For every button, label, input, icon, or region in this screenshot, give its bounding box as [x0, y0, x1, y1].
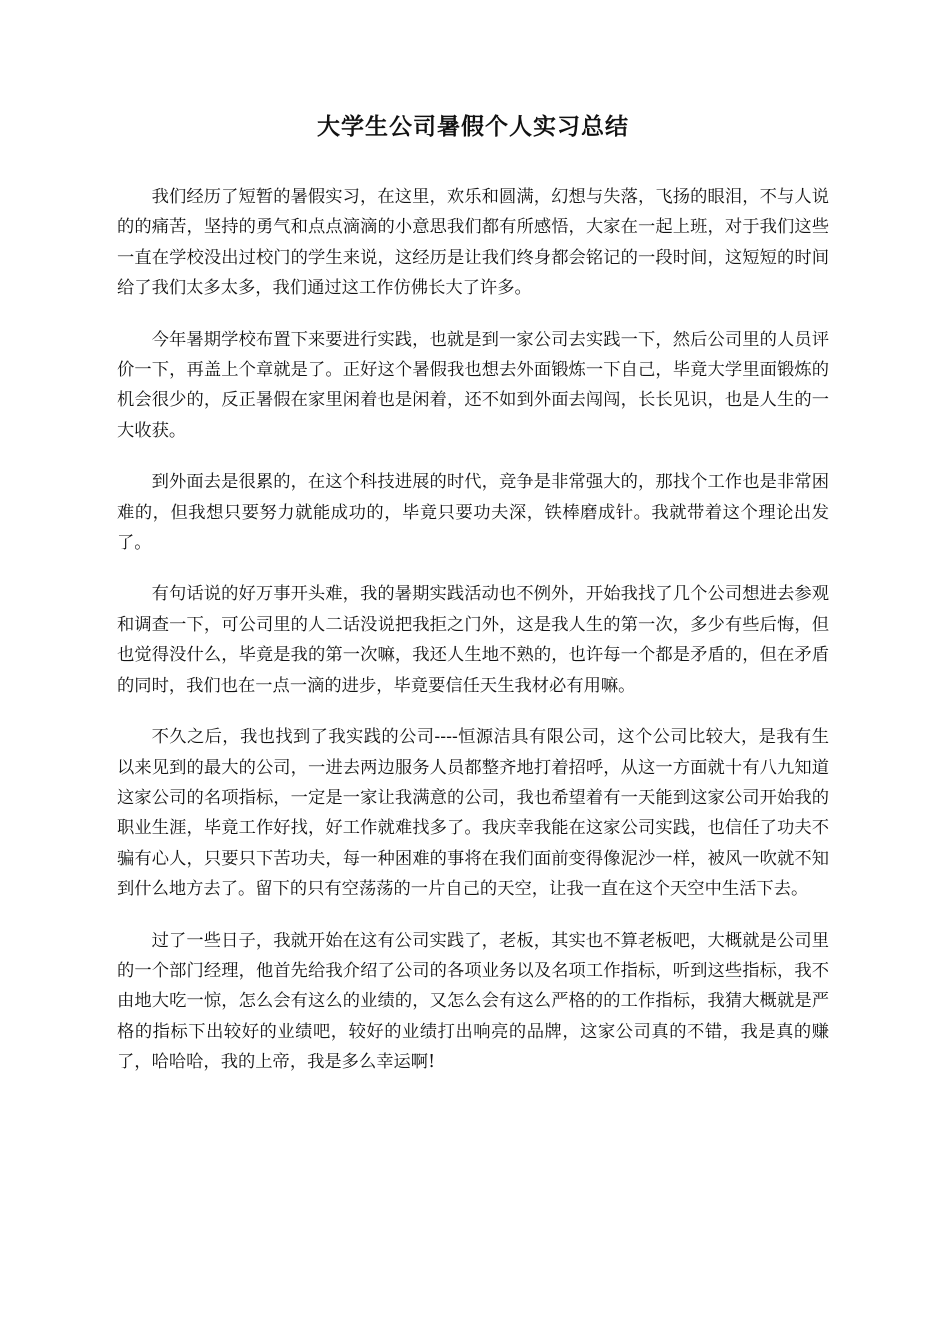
document-title: 大学生公司暑假个人实习总结	[317, 114, 629, 140]
paragraph: 过了一些日子，我就开始在这有公司实践了，老板，其实也不算老板吧，大概就是公司里的一个部门经理，他首先给我介绍了公司的各项业务以及名项工作指标，听到这些指标，我不由地大吃一惊，怎么会有这么的业绩的，又怎么会有这么严格的的工作指标，我猜大概就是严格的指标下出较好的业绩吧，较好的业绩打出响亮的品牌，这家公司真的不错，我是真的赚了，哈哈哈，我的上帝，我是多么幸运啊!	[117, 930, 829, 1073]
paragraph: 有句话说的好万事开头难，我的暑期实践活动也不例外，开始我找了几个公司想进去参观和调查一下，可公司里的人二话没说把我拒之门外，这是我人生的第一次，多少有些后悔，但也觉得没什么，毕竟是我的第一次嘛，我还人生地不熟的，也许每一个都是矛盾的，但在矛盾的同时，我们也在一点一滴的进步，毕竟要信任天生我材必有用嘛。	[117, 584, 829, 696]
document-page	[117, 110, 829, 1099]
paragraph: 今年暑期学校布置下来要进行实践，也就是到一家公司去实践一下，然后公司里的人员评价一下，再盖上个章就是了。正好这个暑假我也想去外面锻炼一下自己，毕竟大学里面锻炼的机会很少的，反正暑假在家里闲着也是闲着，还不如到外面去闯闯，长长见识，也是人生的一大收获。	[117, 329, 829, 441]
paragraph: 不久之后，我也找到了我实践的公司----恒源洁具有限公司，这个公司比较大，是我有生以来见到的最大的公司，一进去两边服务人员都整齐地打着招呼，从这一方面就十有八九知道这家公司的名项指标，一定是一家让我满意的公司，我也希望着有一天能到这家公司开始我的职业生涯，毕竟工作好找，好工作就难找多了。我庆幸我能在这家公司实践，也信任了功夫不骗有心人，只要只下苦功夫，每一种困难的事将在我们面前变得像泥沙一样，被风一吹就不知到什么地方去了。留下的只有空荡荡的一片自己的天空，让我一直在这个天空中生活下去。	[117, 727, 829, 900]
paragraph: 我们经历了短暂的暑假实习，在这里，欢乐和圆满，幻想与失落，飞扬的眼泪，不与人说的的痛苦，坚持的勇气和点点滴滴的小意思我们都有所感悟，大家在一起上班，对于我们这些一直在学校没出过校门的学生来说，这经历是让我们终身都会铭记的一段时间，这短短的时间给了我们太多太多，我们通过这工作仿佛长大了许多。	[117, 187, 829, 299]
paragraph: 到外面去是很累的，在这个科技进展的时代，竞争是非常强大的，那找个工作也是非常困难的，但我想只要努力就能成功的，毕竟只要功夫深，铁棒磨成针。我就带着这个理论出发了。	[117, 472, 829, 554]
